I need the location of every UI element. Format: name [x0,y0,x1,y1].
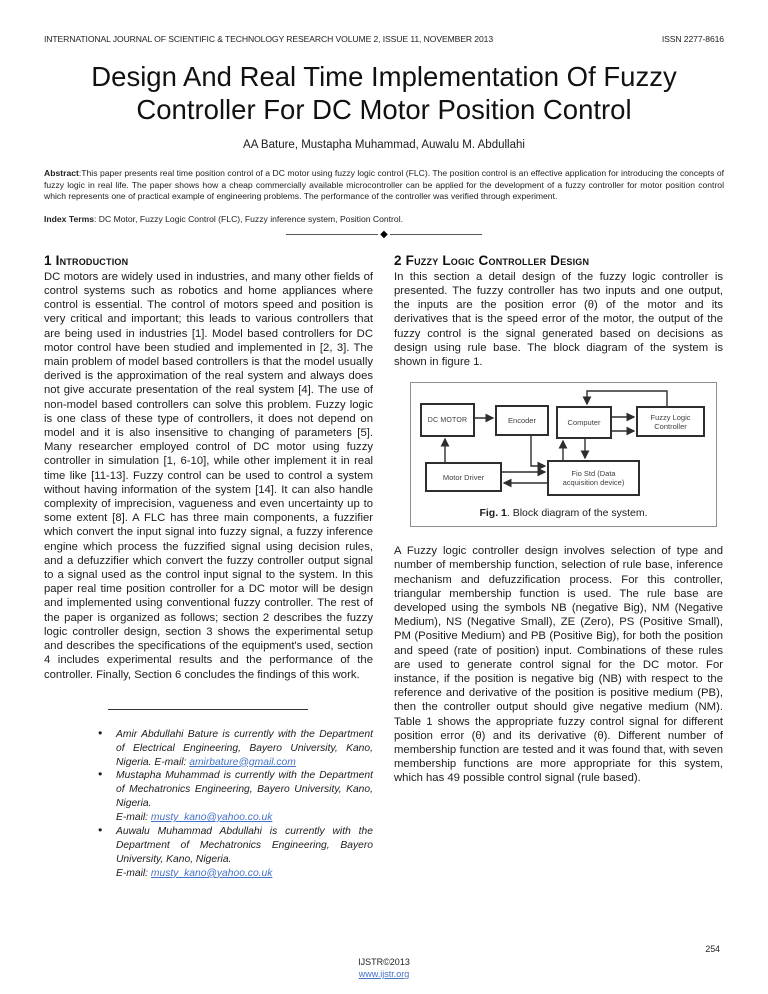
abstract-text: :This paper presents real time position control of a DC motor using fuzzy logic control (FLC). The position control is an effective application for introducing the concepts of fuzzy logic in real life. The paper shows how a cheap commercially available microcontroller can be applied for the development of a fuzzy controller for motor position control which represents one of practical example of engineering problems. The performance of the controller was verified through experiment. [44,168,724,202]
figure-caption-label: Fig. 1 [479,507,507,520]
motor-driver-block: Motor Driver [425,462,502,492]
flc-label-line1: Fuzzy Logic [650,412,691,422]
index-terms [0,214,768,226]
email-link[interactable]: amirbature@gmail.com [189,756,296,768]
page-number: 254 [705,944,720,954]
figure-1 [410,382,723,527]
diamond-icon: ◆ [380,228,388,240]
fio-label-line1: Fio Std (Data [571,469,616,479]
flc-label-line2: Controller [654,421,687,431]
abstract-label: Abstract [44,168,79,178]
two-column-body [0,253,768,881]
fio-std-block [547,460,640,496]
authors-line: AA Bature, Mustapha Muhammad, Auwalu M. Abdullahi [243,139,525,151]
journal-url-link[interactable]: www.ijstr.org [358,969,410,979]
design-heading: 2 Fuzzy Logic Controller Design [394,252,590,268]
paper-title: Design And Real Time Implementation Of Fuzzy Controller For DC Motor Position Control [91,61,677,125]
email-label: E-mail: [116,867,151,879]
left-column [44,253,373,881]
design-paragraph-1: In this section a detail design of the fuzzy logic controller is presented. The fuzzy controller has two inputs and one output, the inputs are the position error (θ) of the motor and its derivatives that is the speed error of the motor, the output of the fuzzy control is the signal generated based on decisions as design using rule base. The block diagram of the system is shown in figure 1. [394,270,723,369]
footnote-text: Mustapha Muhammad is currently with the Department of Mechatronics Engineering, Bayero University, Kano, Nigeria. [116,770,373,810]
computer-block: Computer [556,406,612,439]
block-diagram [410,382,717,527]
footnote-item [96,728,373,770]
email-label: E-mail: [116,812,151,824]
footnote-text: Auwalu Muhammad Abdullahi is currently with the Department of Mechatronics Engineering, Bayero University, Kano, Nigeria. [116,826,373,865]
intro-paragraph: DC motors are widely used in industries, and many other fields of control systems such as robotics and home appliances where control is essential. The control of motors speed and position is very critical and important; this leads to various controllers that are being used in industries [1]. Model based controllers for DC motor control have been studied and implemented in [2, 3]. The main problem of model based controllers is that the model usually derived is the approximation of the real system and always does not give accurate presentation of the real system [4]. The use of non-model based controllers can solve this problem. Fuzzy logic is one class of these type of controllers, it does not depend on model and it is also insensitive to changing of parameters [5]. Many researcher employed control of DC motor using fuzzy controller in simulation [1, 6-10], while other implement it in real time like [11-13]. Fuzzy control can be used to control a system without having information of the system [14]. It can also handle complexity of imprecision, vagueness and even uncertainty up to some extent [8]. A FLC has three main components, a fuzzifier which convert the input signal into fuzzy signal, a fuzzy inference engine which process the fuzzified signal using decision rules, and a defuzzifier which convert the fuzzy controller output signal to a signal used as the control input signal to the system. In this paper real time position controller for a DC motor will be design and implemented using conventional fuzzy controller. The rest of the paper is organized as follows; section 2 describes the fuzzy logic controller design, section 3 shows the experimental setup and describes the specifications of the equipment's used, section 4 includes experimental results and the performance of the controller. Finally, Section 6 concludes the findings of this work. [44,270,373,681]
abstract [0,168,768,203]
email-link[interactable]: musty_kano@yahoo.co.uk [150,867,273,879]
email-link[interactable]: musty_kano@yahoo.co.uk [150,812,273,824]
intro-heading: 1 Introduction [44,252,129,268]
author-footnotes [44,728,373,881]
issn: ISSN 2277-8616 [661,34,724,44]
section-divider [0,228,768,240]
footnote-separator [108,709,308,710]
figure-caption-text: . Block diagram of the system. [506,507,648,520]
footnote-text: Amir Abdullahi Bature is currently with the Department of Electrical Engineering, Bayero University, Kano, Nigeria. E-mail: [116,728,373,768]
index-terms-label: Index Terms [44,214,94,225]
footer-copyright: IJSTR©2013 [358,957,410,967]
footnote-item [96,825,373,881]
dc-motor-block: DC MOTOR [420,403,475,437]
journal-name: INTERNATIONAL JOURNAL OF SCIENTIFIC & TECHNOLOGY RESEARCH VOLUME 2, ISSUE 11, NOVEMBER 2013 [44,34,494,44]
divider-line-right [390,234,482,235]
footer-url-row [0,969,768,979]
divider-line-left [286,234,378,235]
fio-label-line2: acquisition device) [562,478,625,488]
page-header [0,0,768,44]
encoder-block: Encoder [495,405,549,436]
fuzzy-logic-controller-block [636,406,705,437]
index-terms-text: : DC Motor, Fuzzy Logic Control (FLC), Fuzzy inference system, Position Control. [94,214,403,225]
right-column [394,253,723,881]
design-paragraph-2: A Fuzzy logic controller design involves selection of type and number of membership function, selection of rule base, inference mechanism and defuzzification process. For this controller, triangular membership function is used. The rule base are developed using the symbols NB (negative Big), NM (Negative Medium), NS (Negative Small), ZE (Zero), PS (Positive Small), PM (Positive Medium) and PB (Positive Big), for both the position and speed (rate of position) input. Combinations of these rules are used to generate control signal for the DC motor. For instance, if the position is negative big (NB) with respect to the reference and derivative of the position is positive medium (PB), then the controller output should give negative medium (NM). Table 1 shows the appropriate fuzzy control signal for different position error (θ) and its derivative (θ). Different number of membership function are tested and it was found that, with seven membership functions are more appropriate for this system, which has 49 possible control signal (rule based). [394,545,723,785]
footnote-item [96,769,373,825]
